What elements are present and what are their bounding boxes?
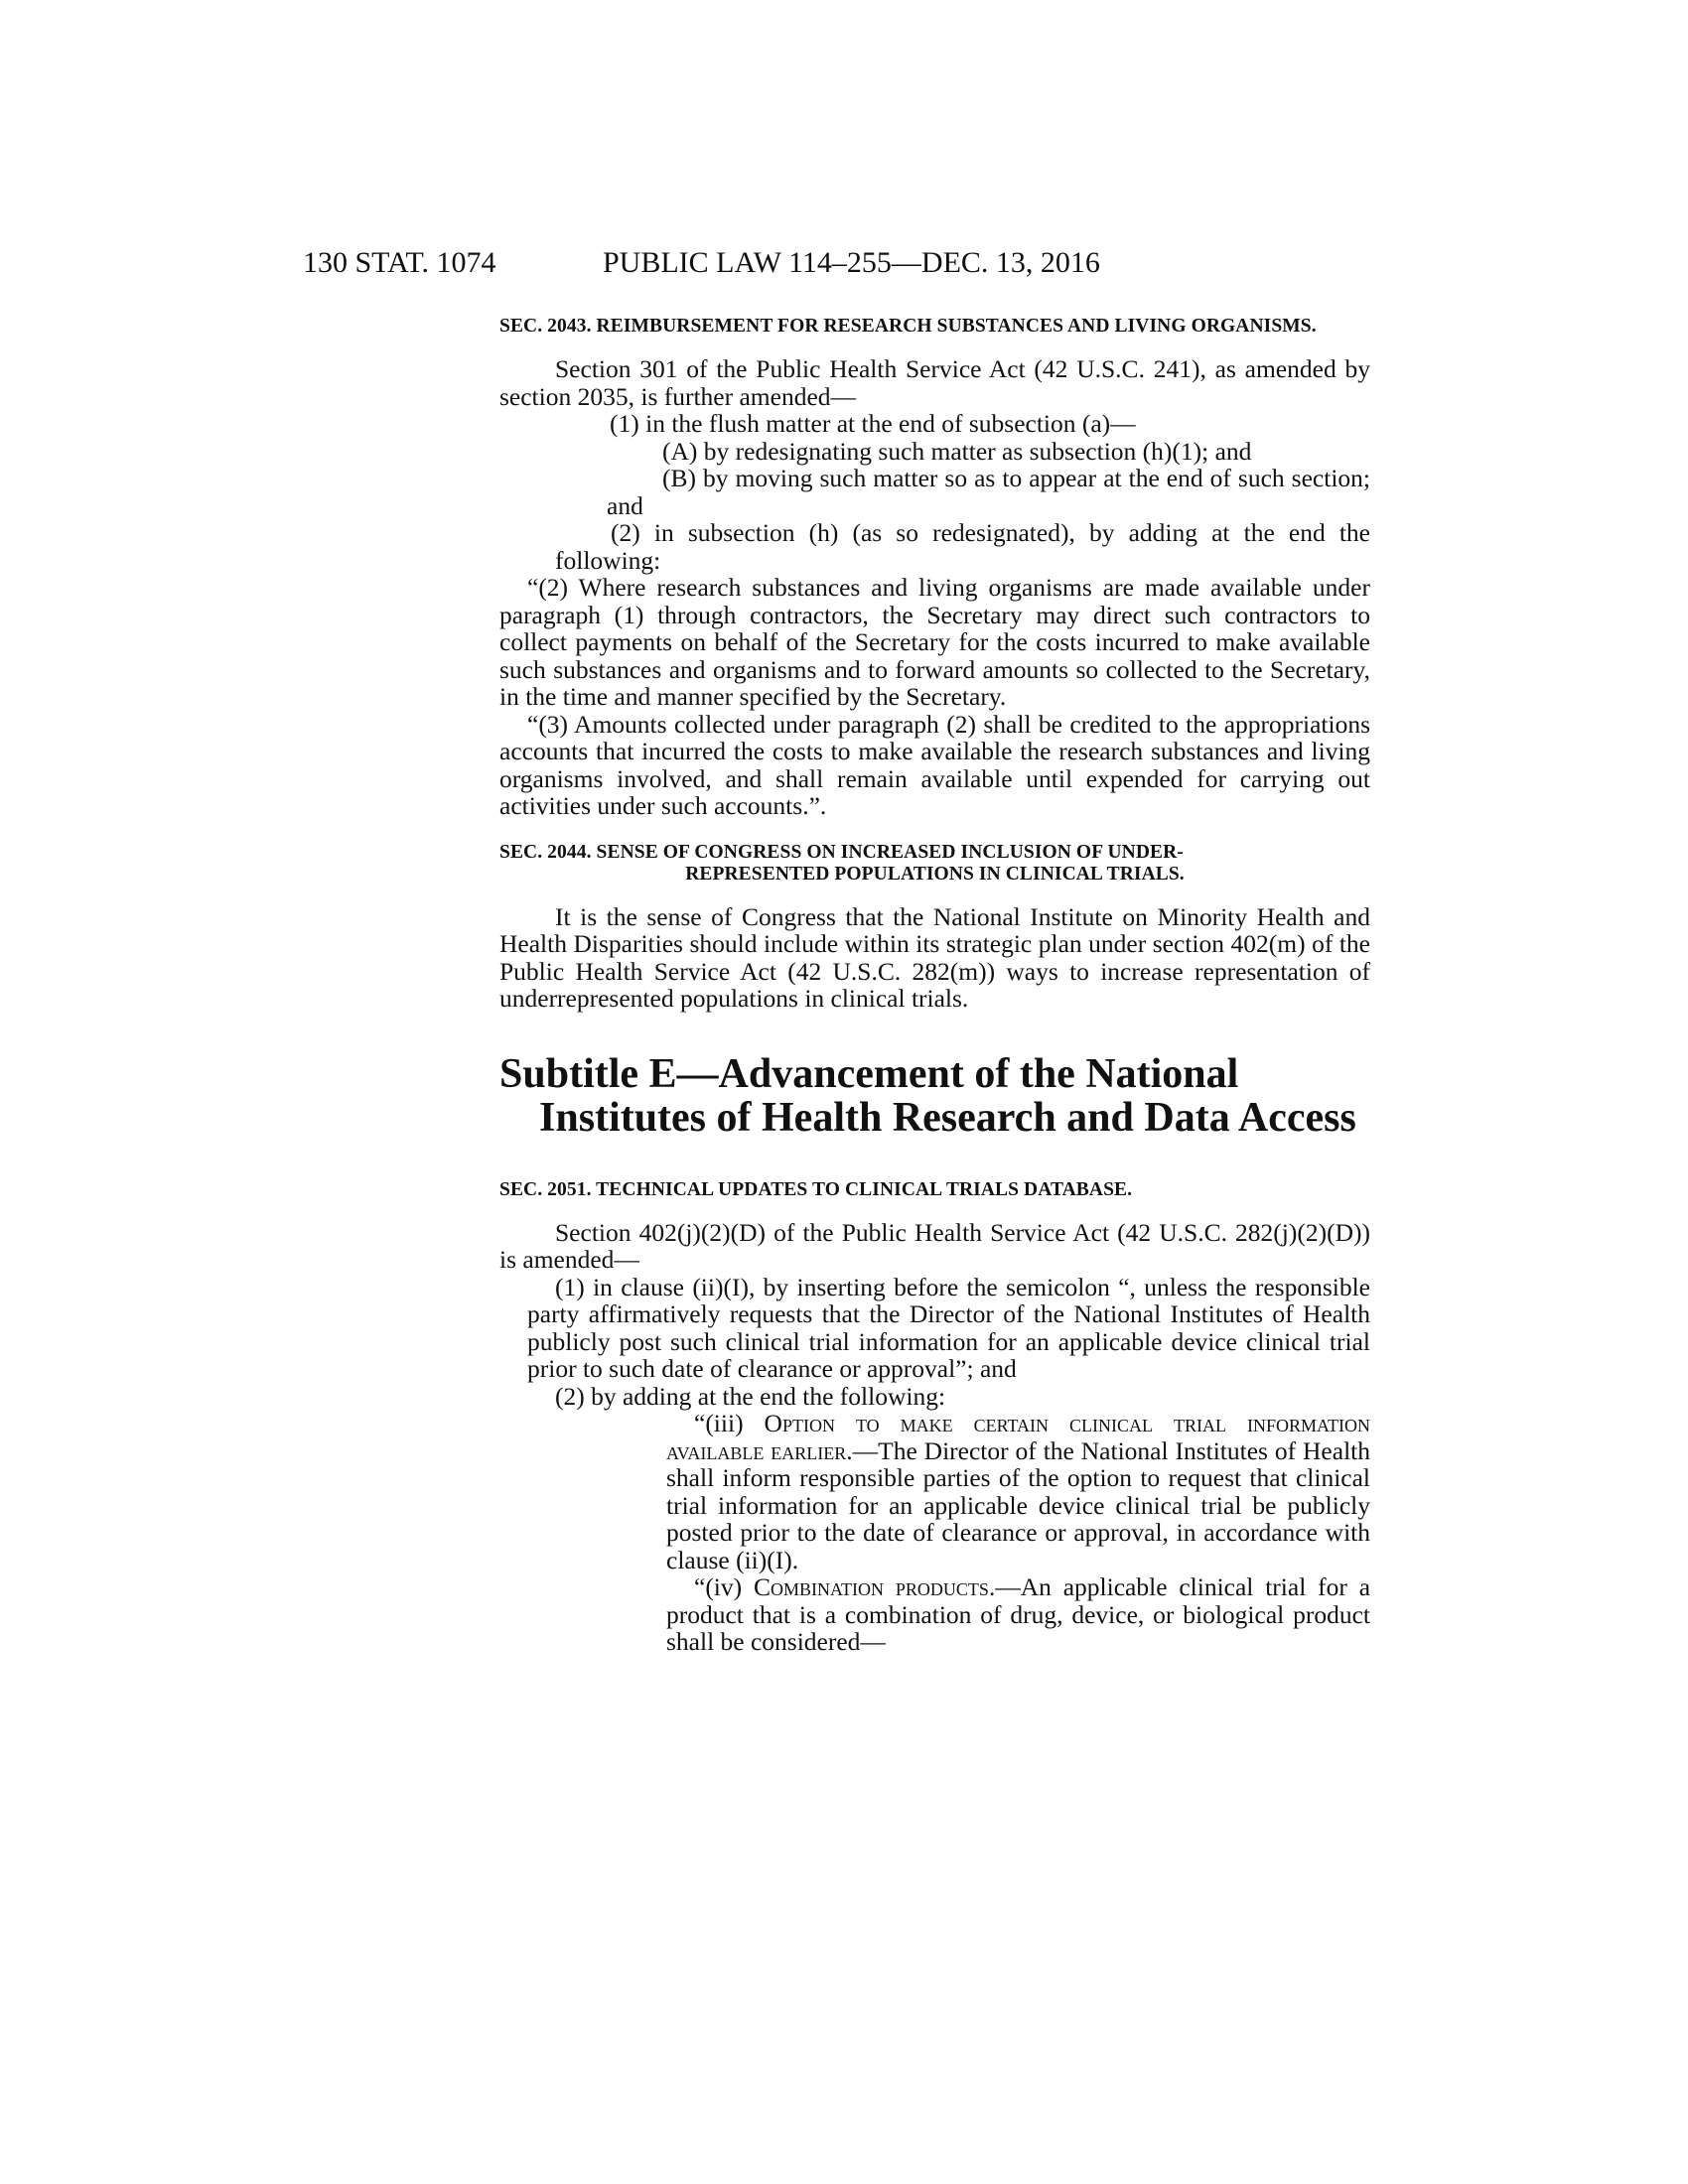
sec-2044-heading-line-1: SEC. 2044. SENSE OF CONGRESS ON INCREASED INCLUSION OF UNDER- [499, 841, 1184, 863]
sec-2044-heading [499, 842, 1370, 886]
subtitle-heading: Subtitle E—Advancement of the National Institutes of Health Research and Data Access [499, 1050, 1356, 1141]
sec-2043-quoted-paragraph: “(2) Where research substances and living organisms are made available under paragraph (1) through contractors, the Secretary may direct such contractors to collect payments on behalf of the Secretary for the costs incurred to make available such substances and organisms and to forward amounts so collected to the Secretary, in the time and manner specified by the Secretary. [499, 573, 1370, 711]
sec-2051-heading: SEC. 2051. TECHNICAL UPDATES TO CLINICAL TRIALS DATABASE. [499, 1178, 1133, 1200]
clause-iii-prefix: “(iii) [694, 1409, 765, 1437]
sec-2051-clause-iii [499, 1410, 1370, 1573]
sec-2044-heading-line-2: REPRESENTED POPULATIONS IN CLINICAL TRIALS. [685, 863, 1185, 885]
sec-2043-paragraph: (2) in subsection (h) (as so redesignated), by adding at the end the following: [555, 518, 1370, 575]
clause-iv-text: —An applicable clinical trial for a product that is a combination of drug, device, or biological product shall be considered— [666, 1572, 1371, 1656]
sec-2051-clause-iv [499, 1573, 1370, 1656]
statute-page-number: 130 STAT. 1074 [303, 246, 496, 279]
document-body [499, 316, 1370, 1656]
sec-2051-paragraph: Section 402(j)(2)(D) of the Public Health Service Act (42 U.S.C. 282(j)(2)(D)) is amended— [499, 1217, 1370, 1274]
sec-2043-paragraph: (A) by redesignating such matter as subsection (h)(1); and [662, 436, 1252, 466]
sec-2051-paragraph: (2) by adding at the end the following: [555, 1381, 946, 1411]
clause-iii-title: Option to make certain clinical trial information available earlier. [666, 1409, 1370, 1465]
sec-2044-paragraph: It is the sense of Congress that the National Institute on Minority Health and Health Disparities should include within its strategic plan under section 402(m) of the Public Health Service Act (42 U.S.C. 282(m)) ways to increase representation of underrepresented populations in clinical trials. [499, 901, 1370, 1013]
page-header [303, 246, 1370, 286]
clause-iv-prefix: “(iv) [694, 1572, 754, 1601]
clause-iii-text: —The Director of the National Institutes of Health shall inform responsible parties of the option to request that clinical trial information for an applicable device clinical trial be publicly posted prior to the date of clearance or approval, in accordance with clause (ii)(I). [666, 1435, 1370, 1574]
sec-2043-paragraph: (1) in the flush matter at the end of subsection (a)— [610, 409, 1136, 438]
sec-2051-paragraph: (1) in clause (ii)(I), by inserting before the semicolon “, unless the responsible party affirmatively requests that the Director of the National Institutes of Health publicly post such clinical trial information for an applicable device clinical trial prior to such date of clearance or approval”; and [527, 1272, 1370, 1383]
sec-2043-quoted-paragraph: “(3) Amounts collected under paragraph (2) shall be credited to the appropriations accounts that incurred the costs to make available the research substances and living organisms involved, and shall remain available until expended for carrying out activities under such accounts.”. [499, 709, 1370, 820]
public-law-citation: PUBLIC LAW 114–255—DEC. 13, 2016 [603, 246, 1100, 279]
sec-2043-paragraph: (B) by moving such matter so as to appear at the end of such section; and [607, 464, 1370, 520]
clause-iv-title: Combination products. [753, 1572, 996, 1601]
sec-2043-paragraph: Section 301 of the Public Health Service Act (42 U.S.C. 241), as amended by section 2035, is further amended— [499, 354, 1370, 411]
sec-2043-heading: SEC. 2043. REIMBURSEMENT FOR RESEARCH SUBSTANCES AND LIVING ORGANISMS. [499, 316, 1317, 337]
